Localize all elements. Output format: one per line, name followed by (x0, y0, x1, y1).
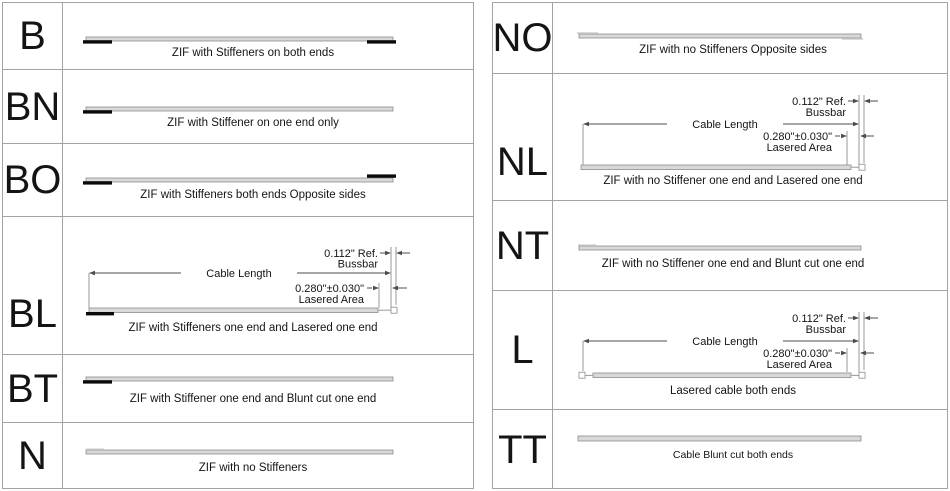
table-row (493, 74, 947, 201)
cable-bar (89, 308, 378, 313)
type-code: B (3, 3, 63, 69)
table-row (3, 3, 473, 70)
cable-diagram-stiffener-and-lasered (63, 217, 474, 355)
dim-bussbar-label: Bussbar (805, 107, 846, 119)
cable-bar (578, 436, 861, 441)
cable-diagram-no-stiffeners (63, 423, 474, 489)
diagram-caption: ZIF with Stiffeners both ends Opposite sides (140, 189, 366, 201)
cable-diagram-no-stiffener-blunt (553, 201, 948, 291)
arrowhead (853, 339, 859, 343)
cable-bar (86, 178, 393, 182)
dim-lasered-area-label: Lasered Area (766, 359, 832, 371)
diagram-cell (553, 74, 947, 200)
table-row (493, 410, 947, 489)
diagram-cell (63, 217, 473, 354)
diagram-caption: ZIF with Stiffeners one end and Lasered one end (128, 322, 378, 334)
type-code: NL (493, 74, 553, 200)
arrowhead (864, 316, 870, 320)
dim-bussbar-ref-label: 0.112" Ref. (792, 313, 846, 325)
cable-bar (593, 373, 851, 378)
diagram-cell (553, 3, 947, 73)
arrowhead (860, 134, 866, 138)
arrowhead (841, 351, 847, 355)
diagram-caption: Lasered cable both ends (670, 385, 796, 397)
cable-bar (581, 165, 851, 170)
arrowhead (860, 351, 866, 355)
diagram-cell (63, 144, 473, 216)
dim-bussbar-ref-label: 0.112" Ref. (792, 96, 846, 108)
dim-lasered-area-label: Lasered Area (766, 142, 832, 154)
dim-bussbar-ref-label: 0.112" Ref. (324, 248, 378, 260)
dim-bussbar-label: Bussbar (805, 324, 846, 336)
arrowhead (853, 316, 859, 320)
bussbar-end (859, 164, 865, 170)
stiffener-left (83, 110, 112, 113)
cable-bar (579, 34, 861, 38)
arrowhead (583, 339, 589, 343)
zif-contact-tab-right-bottom (842, 38, 863, 40)
cable-diagram-no-stiffeners-opposite (553, 3, 948, 74)
diagram-cell (63, 355, 473, 422)
zif-contact-tab (86, 449, 104, 450)
arrowhead (385, 271, 391, 275)
diagram-caption: Cable Blunt cut both ends (672, 449, 794, 461)
dim-cable-length-label: Cable Length (692, 119, 758, 131)
cable-bar (86, 377, 393, 381)
zif-contact-tab-left-top (578, 245, 596, 247)
dim-cable-length-label: Cable Length (206, 268, 272, 280)
cable-diagram-stiffener-and-blunt (63, 355, 474, 423)
arrowhead (841, 134, 847, 138)
arrowhead (385, 251, 391, 255)
type-code: L (493, 291, 553, 409)
type-code: BN (3, 70, 63, 143)
diagram-cell (553, 201, 947, 290)
arrowhead (89, 271, 95, 275)
arrowhead (583, 122, 589, 126)
arrowhead (853, 122, 859, 126)
diagram-caption: ZIF with no Stiffeners Opposite sides (639, 44, 827, 56)
cable-diagram-stiffener-one-end (63, 70, 474, 144)
diagram-caption: ZIF with Stiffeners on both ends (171, 47, 335, 59)
cable-bar (86, 37, 393, 41)
table-row (493, 291, 947, 410)
arrowhead (392, 286, 398, 290)
type-code: NT (493, 201, 553, 290)
stiffener-left-bottom (83, 181, 112, 184)
diagram-cell (63, 3, 473, 69)
diagram-cell (63, 423, 473, 489)
table-row (493, 3, 947, 74)
stiffener-left (86, 312, 114, 315)
dim-lasered-label: 0.280"±0.030" (763, 348, 832, 360)
zif-contact-tab-left-top (577, 32, 598, 34)
diagram-cell (553, 291, 947, 409)
dim-bussbar-label: Bussbar (337, 258, 378, 271)
diagram-caption: ZIF with Stiffener on one end only (167, 117, 339, 129)
zif-type-table-left (2, 2, 474, 489)
type-code: TT (493, 410, 553, 489)
diagram-caption: ZIF with no Stiffener one end and Blunt cut one end (601, 258, 865, 270)
diagram-caption: ZIF with Stiffener one end and Blunt cut one end (129, 393, 377, 405)
diagram-cell (553, 410, 947, 489)
table-row (3, 144, 473, 217)
type-code: BO (3, 144, 63, 216)
bussbar-end (391, 307, 397, 313)
cable-diagram-stiffeners-opposite-sides (63, 144, 474, 217)
type-code: NO (493, 3, 553, 73)
diagram-caption: ZIF with no Stiffeners (198, 462, 308, 474)
stiffener-right-top (367, 174, 396, 177)
arrowhead (373, 286, 379, 290)
bussbar-end-right (859, 372, 865, 378)
table-row (493, 201, 947, 291)
dim-lasered-label: 0.280"±0.030" (295, 283, 364, 295)
dim-lasered-label: 0.280"±0.030" (763, 131, 832, 143)
cable-bar (86, 450, 393, 454)
type-code: BT (3, 355, 63, 422)
arrowhead (396, 251, 402, 255)
dim-lasered-area-label: Lasered Area (298, 294, 364, 306)
table-row (3, 355, 473, 423)
diagram-caption: ZIF with no Stiffener one end and Lasered one end (603, 175, 863, 187)
diagram-cell (63, 70, 473, 143)
zif-type-table-right (492, 2, 948, 489)
cable-bar (86, 107, 393, 111)
dim-cable-length-label: Cable Length (692, 336, 758, 348)
cable-diagram-stiffeners-both-ends (63, 3, 474, 70)
stiffener-left (83, 380, 112, 383)
table-row (3, 423, 473, 489)
type-code: N (3, 423, 63, 489)
stiffener-left (83, 40, 112, 43)
table-row (3, 70, 473, 144)
cable-bar (579, 246, 861, 250)
arrowhead (853, 99, 859, 103)
bussbar-end-left (579, 372, 585, 378)
type-code: BL (3, 217, 63, 354)
table-row (3, 217, 473, 355)
arrowhead (864, 99, 870, 103)
stiffener-right (367, 40, 396, 43)
